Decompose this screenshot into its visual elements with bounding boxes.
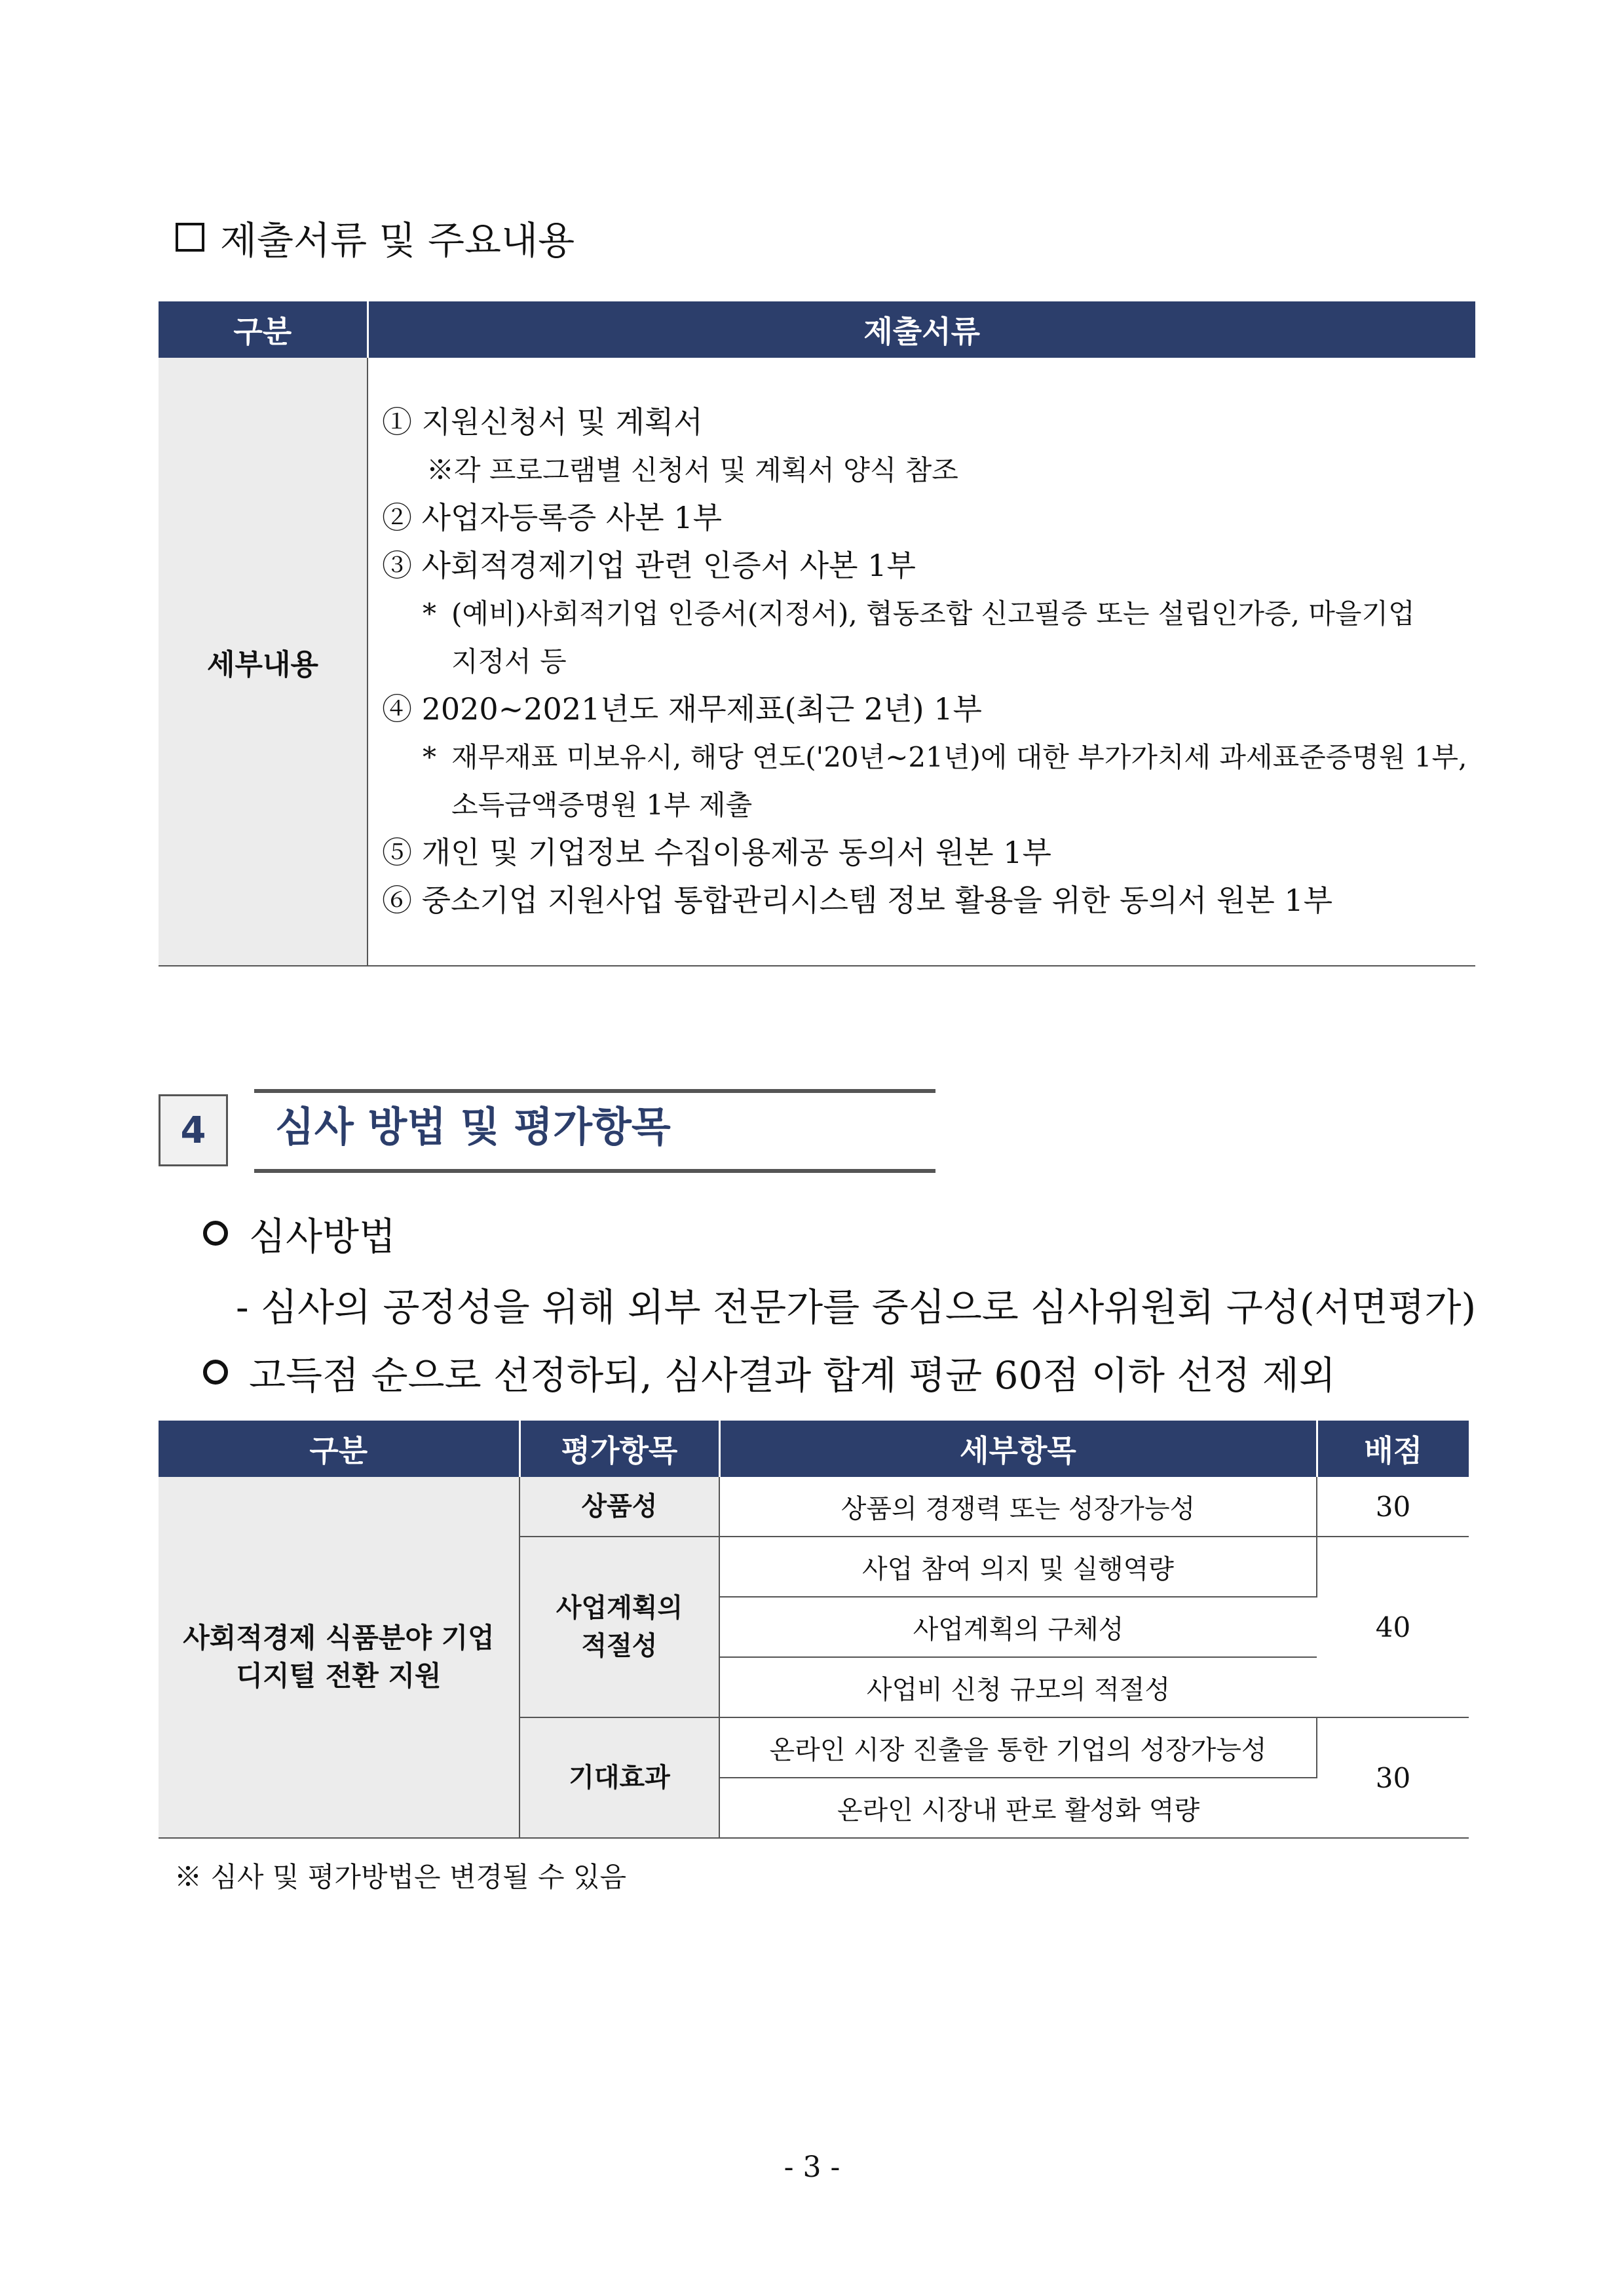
document-line bbox=[159, 733, 1475, 781]
document-line: ② 사업자등록증 사본 1부 bbox=[382, 500, 723, 535]
score-cell: 30 bbox=[1317, 1477, 1469, 1537]
score-cell: 30 bbox=[1317, 1717, 1469, 1838]
detail-item-cell: 상품의 경쟁력 또는 성장가능성 bbox=[719, 1477, 1317, 1537]
header-eval-item: 평가항목 bbox=[519, 1421, 719, 1477]
bullet-text: 심사방법 bbox=[249, 1214, 396, 1259]
header-documents: 제출서류 bbox=[368, 301, 1475, 358]
detail-item-cell: 온라인 시장내 판로 활성화 역량 bbox=[719, 1778, 1317, 1838]
detail-item-cell: 사업계획의 구체성 bbox=[719, 1597, 1317, 1657]
detail-item-cell: 온라인 시장 진출을 통한 기업의 성장가능성 bbox=[719, 1717, 1317, 1778]
bullet-selection-rule bbox=[203, 1345, 1336, 1400]
table-row bbox=[159, 1477, 1469, 1537]
document-line: ※각 프로그램별 신청서 및 계획서 양식 참조 bbox=[426, 454, 958, 486]
asterisk-mark: * bbox=[423, 598, 436, 630]
header-detail-item: 세부항목 bbox=[719, 1421, 1317, 1477]
category-cell: 사회적경제 식품분야 기업 디지털 전환 지원 bbox=[159, 1477, 519, 1838]
detail-item-cell: 사업비 신청 규모의 적절성 bbox=[719, 1657, 1317, 1717]
eval-item-cell: 기대효과 bbox=[519, 1717, 719, 1838]
document-line: ④ 2020~2021년도 재무제표(최근 2년) 1부 bbox=[382, 691, 982, 727]
documents-table-row bbox=[159, 358, 1475, 966]
page-number: - 3 - bbox=[784, 2151, 840, 2184]
circle-bullet-icon bbox=[203, 1360, 228, 1385]
document-line-text: 재무재표 미보유시, 해당 연도('20년~21년)에 대한 부가가치세 과세표준증명원 1부, bbox=[451, 741, 1467, 773]
row-label: 세부내용 bbox=[159, 358, 368, 966]
footnote: ※ 심사 및 평가방법은 변경될 수 있음 bbox=[174, 1861, 627, 1893]
document-line: ⑤ 개인 및 기업정보 수집이용제공 동의서 원본 1부 bbox=[382, 835, 1051, 870]
eval-item-cell: 상품성 bbox=[519, 1477, 719, 1537]
documents-table-header bbox=[159, 301, 1475, 358]
documents-list bbox=[368, 358, 1475, 966]
document-line: ⑥ 중소기업 지원사업 통합관리시스템 정보 활용을 위한 동의서 원본 1부 bbox=[382, 883, 1333, 918]
evaluation-table bbox=[159, 1421, 1469, 1839]
detail-item-cell: 사업 참여 의지 및 실행역량 bbox=[719, 1537, 1317, 1597]
documents-table bbox=[159, 301, 1475, 966]
document-line bbox=[159, 590, 1475, 638]
document-line: 지정서 등 bbox=[451, 645, 567, 678]
section-heading-text: 제출서류 및 주요내용 bbox=[220, 218, 575, 263]
circle-bullet-icon bbox=[203, 1221, 228, 1246]
document-line: ① 지원신청서 및 계획서 bbox=[382, 404, 703, 440]
document-line-text: (예비)사회적기업 인증서(지정서), 협동조합 신고필증 또는 설립인가증, 마을기업 bbox=[451, 598, 1415, 630]
dash-review-detail: - 심사의 공정성을 위해 외부 전문가를 중심으로 심사위원회 구성(서면평가) bbox=[236, 1285, 1477, 1330]
score-cell: 40 bbox=[1317, 1537, 1469, 1717]
section4-title: 심사 방법 및 평가항목 bbox=[275, 1103, 671, 1151]
header-score: 배점 bbox=[1317, 1421, 1469, 1477]
bullet-review-method bbox=[203, 1206, 396, 1261]
evaluation-table-header bbox=[159, 1421, 1469, 1477]
asterisk-mark: * bbox=[423, 741, 436, 773]
header-category: 구분 bbox=[159, 301, 368, 358]
eval-item-cell: 사업계획의 적절성 bbox=[519, 1537, 719, 1717]
section-heading-docs bbox=[176, 210, 575, 265]
section4-number-box: 4 bbox=[159, 1094, 228, 1166]
bullet-text: 고득점 순으로 선정하되, 심사결과 합계 평균 60점 이하 선정 제외 bbox=[249, 1353, 1336, 1398]
document-line: ③ 사회적경제기업 관련 인증서 사본 1부 bbox=[382, 548, 916, 583]
checkbox-square-icon bbox=[176, 223, 204, 252]
header-category: 구분 bbox=[159, 1421, 519, 1477]
document-line: 소득금액증명원 1부 제출 bbox=[451, 789, 753, 821]
